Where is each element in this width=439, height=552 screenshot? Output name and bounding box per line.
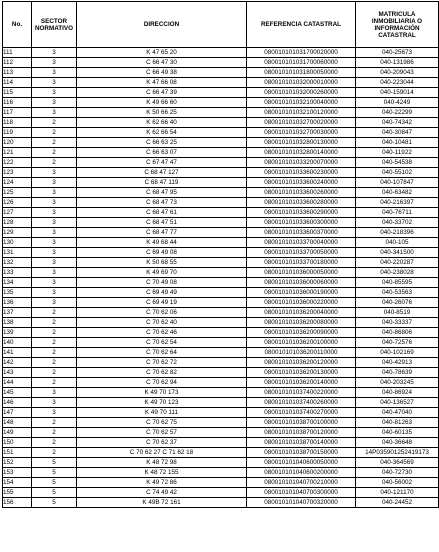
sector-normativo-cell: 3	[32, 178, 77, 188]
sector-normativo-cell: 3	[32, 58, 77, 68]
sector-normativo-cell: 2	[32, 328, 77, 338]
referencia-catastral-cell: 080010101036200100000	[247, 338, 356, 348]
row-number-cell: 148	[3, 418, 32, 428]
table-row	[3, 198, 439, 208]
direccion-cell: C 66 47 39	[77, 88, 247, 98]
direccion-cell: K 49 72 86	[77, 478, 247, 488]
table-row	[3, 438, 439, 448]
matricula-cell: 040-8519	[356, 308, 439, 318]
header-direccion: DIRECCION	[77, 2, 247, 48]
direccion-cell: C 70 62 94	[77, 378, 247, 388]
referencia-catastral-cell: 080010101032800130000	[247, 138, 356, 148]
direccion-cell: C 70 62 40	[77, 318, 247, 328]
referencia-catastral-cell: 080010101032000260000	[247, 88, 356, 98]
sector-normativo-cell: 3	[32, 238, 77, 248]
sector-normativo-cell: 3	[32, 168, 77, 178]
cadastral-table	[2, 1, 439, 508]
sector-normativo-cell: 3	[32, 188, 77, 198]
row-number-cell: 138	[3, 318, 32, 328]
table-row	[3, 108, 439, 118]
row-number-cell: 128	[3, 218, 32, 228]
direccion-cell: K 49 66 60	[77, 98, 247, 108]
row-number-cell: 111	[3, 48, 32, 58]
referencia-catastral-cell: 080010101040700300000	[247, 488, 356, 498]
referencia-catastral-cell: 080010101036200040000	[247, 308, 356, 318]
row-number-cell: 134	[3, 278, 32, 288]
sector-normativo-cell: 2	[32, 418, 77, 428]
sector-normativo-cell: 5	[32, 498, 77, 508]
table-row	[3, 368, 439, 378]
row-number-cell: 141	[3, 348, 32, 358]
sector-normativo-cell: 2	[32, 118, 77, 128]
direccion-cell: K 49 70 111	[77, 408, 247, 418]
direccion-cell: C 70 62 27 C 71 62 18	[77, 448, 247, 458]
row-number-cell: 154	[3, 478, 32, 488]
direccion-cell: C 66 47 30	[77, 58, 247, 68]
referencia-catastral-cell: 080010101032700020000	[247, 118, 356, 128]
direccion-cell: C 67 47 47	[77, 158, 247, 168]
matricula-cell: 040-203245	[356, 378, 439, 388]
matricula-cell: 040-136527	[356, 398, 439, 408]
row-number-cell: 117	[3, 108, 32, 118]
table-row	[3, 68, 439, 78]
matricula-cell: 040-81263	[356, 418, 439, 428]
matricula-cell: 040-121170	[356, 488, 439, 498]
matricula-cell: 040-218396	[356, 228, 439, 238]
table-row	[3, 278, 439, 288]
table-row	[3, 88, 439, 98]
referencia-catastral-cell: 080010101036000050000	[247, 268, 356, 278]
referencia-catastral-cell: 080010101033600230000	[247, 168, 356, 178]
matricula-cell: 040-24452	[356, 498, 439, 508]
referencia-catastral-cell: 080010101038700140000	[247, 438, 356, 448]
table-row	[3, 148, 439, 158]
matricula-cell: 040-364569	[356, 458, 439, 468]
table-row	[3, 58, 439, 68]
referencia-catastral-cell: 080010101036000220000	[247, 298, 356, 308]
matricula-cell: 14P035901252419173	[356, 448, 439, 458]
row-number-cell: 140	[3, 338, 32, 348]
referencia-catastral-cell: 080010101033200070000	[247, 158, 356, 168]
row-number-cell: 150	[3, 438, 32, 448]
row-number-cell: 146	[3, 398, 32, 408]
table-row	[3, 128, 439, 138]
matricula-cell: 040-22299	[356, 108, 439, 118]
row-number-cell: 116	[3, 98, 32, 108]
direccion-cell: C 74 49 42	[77, 488, 247, 498]
row-number-cell: 156	[3, 498, 32, 508]
sector-normativo-cell: 2	[32, 308, 77, 318]
row-number-cell: 114	[3, 78, 32, 88]
direccion-cell: C 70 62 46	[77, 328, 247, 338]
matricula-cell: 040-30847	[356, 128, 439, 138]
referencia-catastral-cell: 080010101033700050000	[247, 248, 356, 258]
table-row	[3, 478, 439, 488]
referencia-catastral-cell: 080010101032700030000	[247, 128, 356, 138]
referencia-catastral-cell: 080010101033700180000	[247, 258, 356, 268]
referencia-catastral-cell: 080010101031700020000	[247, 48, 356, 58]
matricula-cell: 040-60135	[356, 428, 439, 438]
sector-normativo-cell: 5	[32, 478, 77, 488]
direccion-cell: C 68 47 77	[77, 228, 247, 238]
sector-normativo-cell: 3	[32, 278, 77, 288]
matricula-cell: 040-10481	[356, 138, 439, 148]
referencia-catastral-cell: 080010101038700100000	[247, 418, 356, 428]
row-number-cell: 130	[3, 238, 32, 248]
table-row	[3, 48, 439, 58]
sector-normativo-cell: 2	[32, 158, 77, 168]
table-row	[3, 248, 439, 258]
sector-normativo-cell: 3	[32, 398, 77, 408]
table-row	[3, 428, 439, 438]
row-number-cell: 127	[3, 208, 32, 218]
direccion-cell: C 69 49 08	[77, 248, 247, 258]
table-row	[3, 258, 439, 268]
referencia-catastral-cell: 080010101032800140000	[247, 148, 356, 158]
direccion-cell: C 70 62 82	[77, 368, 247, 378]
matricula-cell: 040-102169	[356, 348, 439, 358]
direccion-cell: C 70 62 72	[77, 358, 247, 368]
referencia-catastral-cell: 080010101038700120000	[247, 428, 356, 438]
direccion-cell: C 70 62 57	[77, 428, 247, 438]
table-row	[3, 348, 439, 358]
row-number-cell: 123	[3, 168, 32, 178]
row-number-cell: 143	[3, 368, 32, 378]
referencia-catastral-cell: 080010101036200120000	[247, 358, 356, 368]
referencia-catastral-cell: 080010101036200080000	[247, 318, 356, 328]
direccion-cell: C 68 47 51	[77, 218, 247, 228]
table-row	[3, 138, 439, 148]
table-row	[3, 298, 439, 308]
referencia-catastral-cell: 080010101036200130000	[247, 368, 356, 378]
row-number-cell: 147	[3, 408, 32, 418]
direccion-cell: K 50 66 25	[77, 108, 247, 118]
referencia-catastral-cell: 080010101040600050000	[247, 458, 356, 468]
matricula-cell: 040-36648	[356, 438, 439, 448]
referencia-catastral-cell: 080010101033600290000	[247, 208, 356, 218]
table-row	[3, 98, 439, 108]
matricula-cell: 040-4249	[356, 98, 439, 108]
matricula-cell: 040-341500	[356, 248, 439, 258]
matricula-cell: 040-78639	[356, 368, 439, 378]
table-row	[3, 358, 439, 368]
direccion-cell: C 70 62 54	[77, 338, 247, 348]
matricula-cell: 040-63482	[356, 188, 439, 198]
direccion-cell: K 49 69 70	[77, 268, 247, 278]
sector-normativo-cell: 3	[32, 48, 77, 58]
direccion-cell: C 70 62 37	[77, 438, 247, 448]
matricula-cell: 040-76711	[356, 208, 439, 218]
referencia-catastral-cell: 080010101033600260000	[247, 188, 356, 198]
matricula-cell: 040-33337	[356, 318, 439, 328]
header-sector: SECTOR NORMATIVO	[32, 2, 77, 48]
matricula-cell: 040-131986	[356, 58, 439, 68]
referencia-catastral-cell: 080010101040700320000	[247, 498, 356, 508]
table-row	[3, 228, 439, 238]
matricula-cell: 040-55102	[356, 168, 439, 178]
referencia-catastral-cell: 080010101036200110000	[247, 348, 356, 358]
row-number-cell: 124	[3, 178, 32, 188]
matricula-cell: 040-56002	[356, 478, 439, 488]
referencia-catastral-cell: 080010101033700040000	[247, 238, 356, 248]
row-number-cell: 113	[3, 68, 32, 78]
direccion-cell: C 70 62 06	[77, 308, 247, 318]
referencia-catastral-cell: 080010101037400260000	[247, 398, 356, 408]
direccion-cell: C 68 47 61	[77, 208, 247, 218]
row-number-cell: 122	[3, 158, 32, 168]
sector-normativo-cell: 3	[32, 88, 77, 98]
sector-normativo-cell: 3	[32, 288, 77, 298]
row-number-cell: 135	[3, 288, 32, 298]
matricula-cell: 040-72576	[356, 338, 439, 348]
direccion-cell: C 70 49 08	[77, 278, 247, 288]
header-matricula: MATRICULA INMOBILIARIA O INFORMACIÓN CATASTRAL	[356, 2, 439, 48]
matricula-cell: 040-216397	[356, 198, 439, 208]
table-row	[3, 118, 439, 128]
referencia-catastral-cell: 080010101033600240000	[247, 178, 356, 188]
referencia-catastral-cell: 080010101036000190000	[247, 288, 356, 298]
sector-normativo-cell: 2	[32, 358, 77, 368]
row-number-cell: 132	[3, 258, 32, 268]
direccion-cell: C 69 49 19	[77, 298, 247, 308]
sector-normativo-cell: 2	[32, 448, 77, 458]
row-number-cell: 125	[3, 188, 32, 198]
sector-normativo-cell: 3	[32, 388, 77, 398]
referencia-catastral-cell: 080010101038700150000	[247, 448, 356, 458]
direccion-cell: K 47 65 20	[77, 48, 247, 58]
row-number-cell: 112	[3, 58, 32, 68]
referencia-catastral-cell: 080010101037400220000	[247, 388, 356, 398]
sector-normativo-cell: 3	[32, 78, 77, 88]
table-row	[3, 288, 439, 298]
sector-normativo-cell: 2	[32, 428, 77, 438]
referencia-catastral-cell: 080010101036000060000	[247, 278, 356, 288]
sector-normativo-cell: 2	[32, 438, 77, 448]
row-number-cell: 155	[3, 488, 32, 498]
matricula-cell: 040-223044	[356, 78, 439, 88]
row-number-cell: 153	[3, 468, 32, 478]
sector-normativo-cell: 3	[32, 408, 77, 418]
matricula-cell: 040-25673	[356, 48, 439, 58]
matricula-cell: 040-105	[356, 238, 439, 248]
table-row	[3, 448, 439, 458]
row-number-cell: 133	[3, 268, 32, 278]
table-row	[3, 268, 439, 278]
direccion-cell: C 68 47 95	[77, 188, 247, 198]
matricula-cell: 040-42913	[356, 358, 439, 368]
table-row	[3, 208, 439, 218]
direccion-cell: C 68 47 119	[77, 178, 247, 188]
matricula-cell: 040-11922	[356, 148, 439, 158]
direccion-cell: K 62 66 54	[77, 128, 247, 138]
matricula-cell: 040-209043	[356, 68, 439, 78]
matricula-cell: 040-54538	[356, 158, 439, 168]
direccion-cell: C 69 49 49	[77, 288, 247, 298]
direccion-cell: K 47 66 08	[77, 78, 247, 88]
header-no: No.	[3, 2, 32, 48]
sector-normativo-cell: 3	[32, 218, 77, 228]
table-row	[3, 498, 439, 508]
sector-normativo-cell: 3	[32, 68, 77, 78]
table-row	[3, 78, 439, 88]
table-body	[3, 48, 439, 508]
referencia-catastral-cell: 080010101040600200000	[247, 468, 356, 478]
referencia-catastral-cell: 080010101036200140000	[247, 378, 356, 388]
matricula-cell: 040-220287	[356, 258, 439, 268]
direccion-cell: K 48 72 155	[77, 468, 247, 478]
table-row	[3, 318, 439, 328]
table-row	[3, 468, 439, 478]
table-row	[3, 188, 439, 198]
table-row	[3, 168, 439, 178]
row-number-cell: 121	[3, 148, 32, 158]
matricula-cell: 040-107847	[356, 178, 439, 188]
header-row	[3, 2, 439, 48]
sector-normativo-cell: 2	[32, 348, 77, 358]
table-row	[3, 338, 439, 348]
table-row	[3, 458, 439, 468]
referencia-catastral-cell: 080010101032100040000	[247, 98, 356, 108]
sector-normativo-cell: 3	[32, 248, 77, 258]
matricula-cell: 040-72730	[356, 468, 439, 478]
sector-normativo-cell: 3	[32, 268, 77, 278]
direccion-cell: K 49B 72 161	[77, 498, 247, 508]
sector-normativo-cell: 2	[32, 338, 77, 348]
referencia-catastral-cell: 080010101031800050000	[247, 68, 356, 78]
matricula-cell: 040-85595	[356, 278, 439, 288]
matricula-cell: 040-159014	[356, 88, 439, 98]
direccion-cell: C 70 62 75	[77, 418, 247, 428]
table-row	[3, 158, 439, 168]
direccion-cell: K 49 68 44	[77, 238, 247, 248]
direccion-cell: K 62 66 40	[77, 118, 247, 128]
row-number-cell: 126	[3, 198, 32, 208]
matricula-cell: 040-74342	[356, 118, 439, 128]
matricula-cell: 040-86806	[356, 328, 439, 338]
table-row	[3, 408, 439, 418]
referencia-catastral-cell: 080010101036200090000	[247, 328, 356, 338]
direccion-cell: C 68 47 127	[77, 168, 247, 178]
sector-normativo-cell: 3	[32, 228, 77, 238]
table-row	[3, 238, 439, 248]
sector-normativo-cell: 2	[32, 138, 77, 148]
direccion-cell: C 70 62 64	[77, 348, 247, 358]
table-row	[3, 328, 439, 338]
row-number-cell: 119	[3, 128, 32, 138]
table-row	[3, 388, 439, 398]
direccion-cell: K 50 68 55	[77, 258, 247, 268]
referencia-catastral-cell: 080010101040700210000	[247, 478, 356, 488]
matricula-cell: 040-238028	[356, 268, 439, 278]
sector-normativo-cell: 2	[32, 378, 77, 388]
row-number-cell: 152	[3, 458, 32, 468]
matricula-cell: 040-86924	[356, 388, 439, 398]
table-row	[3, 178, 439, 188]
matricula-cell: 040-33702	[356, 218, 439, 228]
row-number-cell: 136	[3, 298, 32, 308]
sector-normativo-cell: 3	[32, 208, 77, 218]
sector-normativo-cell: 2	[32, 128, 77, 138]
sector-normativo-cell: 5	[32, 488, 77, 498]
row-number-cell: 149	[3, 428, 32, 438]
direccion-cell: C 68 47 73	[77, 198, 247, 208]
referencia-catastral-cell: 080010101031700060000	[247, 58, 356, 68]
row-number-cell: 139	[3, 328, 32, 338]
direccion-cell: C 66 49 38	[77, 68, 247, 78]
table-row	[3, 418, 439, 428]
referencia-catastral-cell: 080010101033600370000	[247, 228, 356, 238]
referencia-catastral-cell: 080010101033600280000	[247, 198, 356, 208]
table-row	[3, 398, 439, 408]
matricula-cell: 040-26076	[356, 298, 439, 308]
matricula-cell: 040-53563	[356, 288, 439, 298]
direccion-cell: C 66 63 25	[77, 138, 247, 148]
matricula-cell: 040-47040	[356, 408, 439, 418]
direccion-cell: K 49 70 123	[77, 398, 247, 408]
sector-normativo-cell: 5	[32, 458, 77, 468]
direccion-cell: K 48 72 98	[77, 458, 247, 468]
sector-normativo-cell: 3	[32, 98, 77, 108]
table-row	[3, 218, 439, 228]
sector-normativo-cell: 2	[32, 148, 77, 158]
table-row	[3, 488, 439, 498]
direccion-cell: K 49 70 173	[77, 388, 247, 398]
sector-normativo-cell: 3	[32, 108, 77, 118]
table-row	[3, 308, 439, 318]
row-number-cell: 142	[3, 358, 32, 368]
row-number-cell: 120	[3, 138, 32, 148]
sector-normativo-cell: 3	[32, 298, 77, 308]
row-number-cell: 118	[3, 118, 32, 128]
referencia-catastral-cell: 080010101037400270000	[247, 408, 356, 418]
row-number-cell: 129	[3, 228, 32, 238]
sector-normativo-cell: 3	[32, 258, 77, 268]
sector-normativo-cell: 5	[32, 468, 77, 478]
header-referencia: REFERENCIA CATASTRAL	[247, 2, 356, 48]
row-number-cell: 137	[3, 308, 32, 318]
referencia-catastral-cell: 080010101032000010000	[247, 78, 356, 88]
referencia-catastral-cell: 080010101032100120000	[247, 108, 356, 118]
row-number-cell: 145	[3, 388, 32, 398]
row-number-cell: 115	[3, 88, 32, 98]
sector-normativo-cell: 2	[32, 368, 77, 378]
sector-normativo-cell: 3	[32, 198, 77, 208]
table-row	[3, 378, 439, 388]
sector-normativo-cell: 2	[32, 318, 77, 328]
row-number-cell: 131	[3, 248, 32, 258]
row-number-cell: 151	[3, 448, 32, 458]
row-number-cell: 144	[3, 378, 32, 388]
direccion-cell: C 66 63 07	[77, 148, 247, 158]
referencia-catastral-cell: 080010101033600300000	[247, 218, 356, 228]
